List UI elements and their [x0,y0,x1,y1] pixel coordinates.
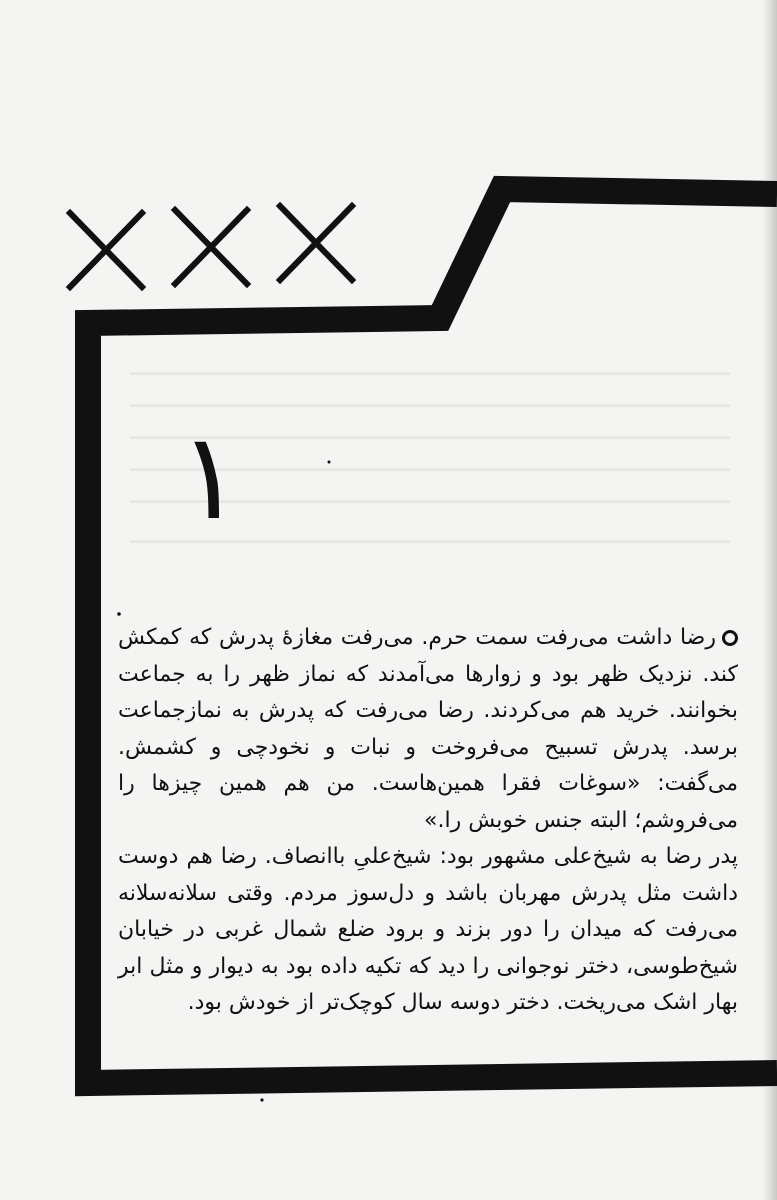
x-mark-2 [175,210,247,284]
print-speck [328,461,331,464]
x-mark-3 [280,206,352,280]
chapter-number: ۱ [178,408,243,547]
print-speck [738,183,742,187]
print-speck [117,612,121,616]
paragraph-2: پدر رضا به شیخ‌علی مشهور بود: شیخ‌علیِ باانصاف. رضا هم دوست داشت مثل پدرش مهربان باشد و دل‌سوز مردم. وقتی سلانه‌سلانه می‌رفت که میدان را دور بزند و برود ضلع شمال غربی در خیابان شیخ‌طوسی، دختر نوجوانی را دید که تکیه داده بود به دیوار و مثل ابر بهار اشک می‌ریخت. دختر دوسه سال کوچک‌تر از خودش بود. [118,844,738,1015]
x-mark-1 [70,213,142,287]
paragraph-1 [118,620,738,839]
chapter-body [118,620,738,1022]
print-speck [260,1098,263,1101]
paragraph-1-text: رضا داشت می‌رفت سمت حرم. می‌رفت مغازهٔ پدرش که کمکش کند. نزدیک ظهر بود و زوارها می‌آمدند که نماز ظهر را به جماعت بخوانند. خرید هم می‌کردند. رضا می‌رفت که پدرش به نمازجماعت برسد. پدرش تسبیح می‌فروخت و نبات و نخودچی و کشمش. می‌گفت: «سوغات فقرا همین‌هاست. من هم همین چیزها را می‌فروشم؛ البته جنس خوبش را.» [118,625,738,833]
paragraph-bullet-icon [722,630,738,646]
